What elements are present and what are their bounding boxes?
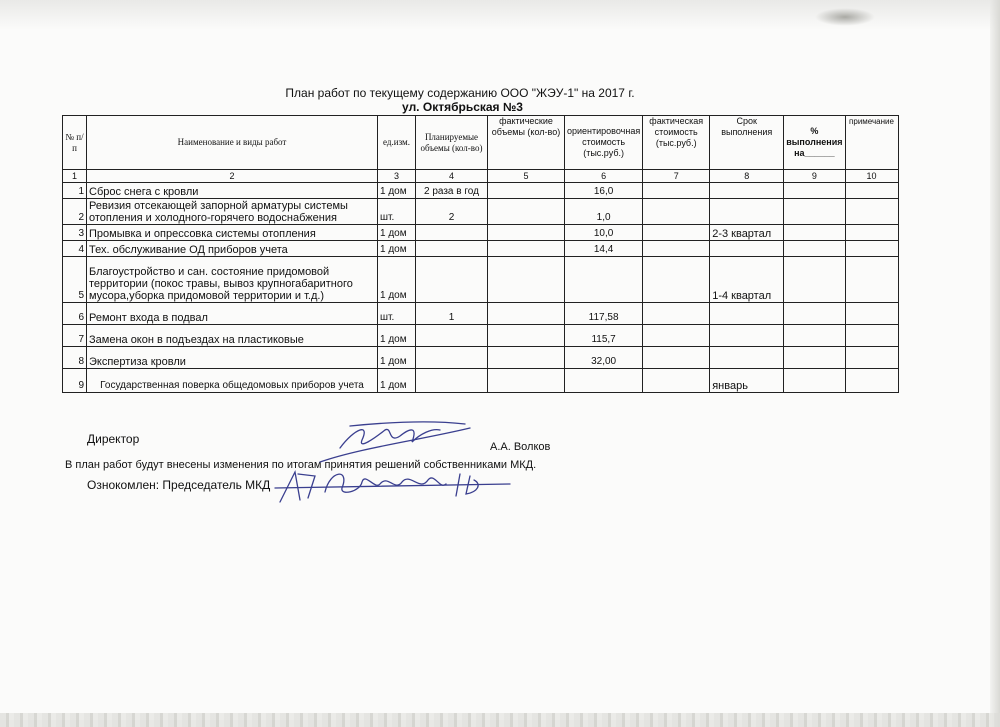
plan-note: В план работ будут внесены изменения по итогам принятия решений собственниками МКД. (65, 459, 537, 471)
unit: 1 дом (378, 225, 416, 241)
actual-volume (488, 225, 565, 241)
unit: 1 дом (378, 257, 416, 303)
work-name: Промывка и опрессовка системы отопления (87, 225, 378, 241)
column-number: 2 (87, 170, 378, 183)
percent-complete (784, 325, 845, 347)
column-number: 7 (643, 170, 710, 183)
deadline (710, 347, 784, 369)
column-number: 4 (416, 170, 488, 183)
actual-volume (488, 347, 565, 369)
scan-edge-bottom (0, 713, 1000, 727)
remark (845, 225, 898, 241)
table-header-row (63, 116, 899, 170)
document-title: План работ по текущему содержанию ООО "ЖЭУ-1" на 2017 г. (285, 86, 635, 100)
remark (845, 369, 898, 393)
estimated-cost (565, 369, 643, 393)
column-number: 6 (565, 170, 643, 183)
actual-cost (643, 183, 710, 199)
planned-volume: 2 (416, 199, 488, 225)
row-number: 4 (63, 241, 87, 257)
actual-volume (488, 369, 565, 393)
deadline (710, 303, 784, 325)
remark (845, 347, 898, 369)
director-signature (300, 418, 480, 468)
header-planned: Планируемые объемы (кол-во) (416, 116, 488, 170)
director-label: Директор (87, 432, 140, 446)
header-actual-volume: фактические объемы (кол-во) (488, 116, 565, 170)
row-number: 9 (63, 369, 87, 393)
table-row (63, 225, 899, 241)
estimated-cost: 115,7 (565, 325, 643, 347)
document-subtitle: ул. Октябрьская №3 (402, 100, 523, 114)
header-unit: ед.изм. (378, 116, 416, 170)
row-number: 5 (63, 257, 87, 303)
table-row (63, 369, 899, 393)
percent-complete (784, 303, 845, 325)
actual-volume (488, 257, 565, 303)
header-name: Наименование и виды работ (87, 116, 378, 170)
work-name: Благоустройство и сан. состояние придомовой территории (покос травы, вывоз крупногабаритного мусора,уборка придомовой территории и т.д.) (87, 257, 378, 303)
unit: 1 дом (378, 241, 416, 257)
estimated-cost: 14,4 (565, 241, 643, 257)
actual-cost (643, 225, 710, 241)
percent-complete (784, 225, 845, 241)
actual-volume (488, 303, 565, 325)
deadline: 2-3 квартал (710, 225, 784, 241)
column-number: 9 (784, 170, 845, 183)
scan-smudge (815, 8, 875, 26)
deadline (710, 199, 784, 225)
header-estimated-cost: ориентировочная стоимость (тыс.руб.) (565, 116, 643, 170)
remark (845, 183, 898, 199)
table-row (63, 303, 899, 325)
header-remark: примечание (845, 116, 898, 170)
actual-cost (643, 347, 710, 369)
unit: 1 дом (378, 325, 416, 347)
deadline: январь (710, 369, 784, 393)
planned-volume (416, 325, 488, 347)
chairman-signature (270, 462, 520, 507)
estimated-cost: 32,00 (565, 347, 643, 369)
estimated-cost: 16,0 (565, 183, 643, 199)
row-number: 8 (63, 347, 87, 369)
director-name: А.А. Волков (490, 441, 551, 453)
row-number: 6 (63, 303, 87, 325)
column-number: 5 (488, 170, 565, 183)
actual-volume (488, 183, 565, 199)
percent-complete (784, 369, 845, 393)
deadline (710, 183, 784, 199)
estimated-cost: 117,58 (565, 303, 643, 325)
table-row (63, 257, 899, 303)
table-row (63, 325, 899, 347)
remark (845, 325, 898, 347)
column-number: 3 (378, 170, 416, 183)
work-name: Экспертиза кровли (87, 347, 378, 369)
percent-complete (784, 183, 845, 199)
actual-cost (643, 257, 710, 303)
row-number: 2 (63, 199, 87, 225)
actual-volume (488, 199, 565, 225)
actual-cost (643, 369, 710, 393)
row-number: 7 (63, 325, 87, 347)
actual-volume (488, 241, 565, 257)
column-number: 10 (845, 170, 898, 183)
header-percent: % выполнения на______ (784, 116, 845, 170)
work-name: Тех. обслуживание ОД приборов учета (87, 241, 378, 257)
percent-complete (784, 241, 845, 257)
work-name: Государственная поверка общедомовых приборов учета (87, 369, 378, 393)
planned-volume (416, 369, 488, 393)
deadline (710, 241, 784, 257)
column-number-row (63, 170, 899, 183)
remark (845, 257, 898, 303)
actual-cost (643, 325, 710, 347)
scan-shadow-right (990, 0, 1000, 727)
unit: шт. (378, 303, 416, 325)
planned-volume: 2 раза в год (416, 183, 488, 199)
actual-cost (643, 241, 710, 257)
table-row (63, 183, 899, 199)
table-row (63, 199, 899, 225)
estimated-cost: 10,0 (565, 225, 643, 241)
remark (845, 303, 898, 325)
estimated-cost: 1,0 (565, 199, 643, 225)
row-number: 3 (63, 225, 87, 241)
column-number: 8 (710, 170, 784, 183)
unit: шт. (378, 199, 416, 225)
table-row (63, 347, 899, 369)
unit: 1 дом (378, 369, 416, 393)
estimated-cost (565, 257, 643, 303)
unit: 1 дом (378, 183, 416, 199)
planned-volume (416, 225, 488, 241)
column-number: 1 (63, 170, 87, 183)
remark (845, 199, 898, 225)
work-plan-table (62, 115, 899, 393)
work-name: Сброс снега с кровли (87, 183, 378, 199)
acknowledgement: Ознокомлен: Председатель МКД (87, 478, 271, 492)
unit: 1 дом (378, 347, 416, 369)
work-name: Замена окон в подъездах на пластиковые (87, 325, 378, 347)
header-num: № п/п (63, 116, 87, 170)
actual-cost (643, 303, 710, 325)
row-number: 1 (63, 183, 87, 199)
header-deadline: Срок выполнения (710, 116, 784, 170)
actual-cost (643, 199, 710, 225)
deadline (710, 325, 784, 347)
percent-complete (784, 257, 845, 303)
planned-volume (416, 347, 488, 369)
remark (845, 241, 898, 257)
planned-volume (416, 257, 488, 303)
planned-volume: 1 (416, 303, 488, 325)
deadline: 1-4 квартал (710, 257, 784, 303)
header-actual-cost: фактическая стоимость (тыс.руб.) (643, 116, 710, 170)
table-row (63, 241, 899, 257)
percent-complete (784, 199, 845, 225)
percent-complete (784, 347, 845, 369)
work-name: Ремонт входа в подвал (87, 303, 378, 325)
actual-volume (488, 325, 565, 347)
planned-volume (416, 241, 488, 257)
work-name: Ревизия отсекающей запорной арматуры системы отопления и холодного-горячего водоснабжения (87, 199, 378, 225)
